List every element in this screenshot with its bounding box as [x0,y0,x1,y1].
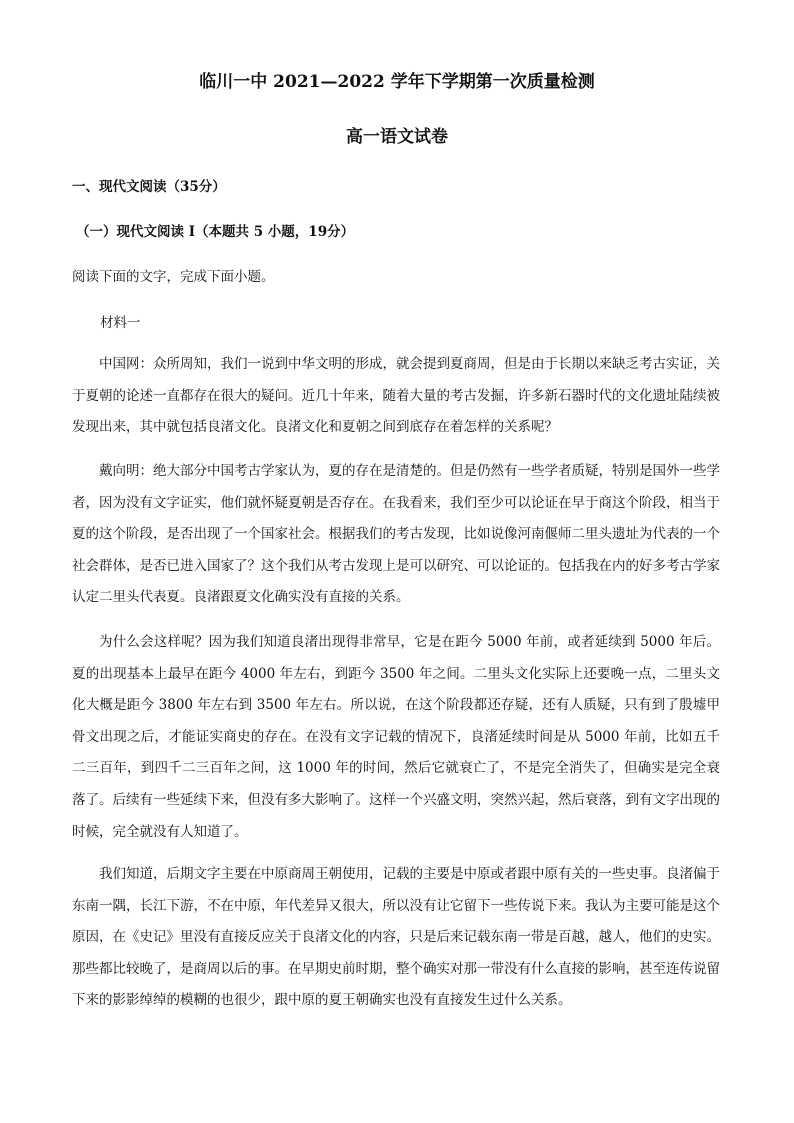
paragraph: 中国网：众所周知，我们一说到中华文明的形成，就会提到夏商周，但是由于长期以来缺乏考古实证，关于夏朝的论述一直都存在很大的疑问。近几十年来，随着大量的考古发掘，许多新石器时代的文化遗址陆续被发现出来，其中就包括良渚文化。良渚文化和夏朝之间到底存在着怎样的关系呢？ [72,356,720,436]
material-label: 材料一 [100,315,141,331]
instruction-text: 阅读下面的文字，完成下面小题。 [72,269,275,285]
paragraph: 为什么会这样呢？因为我们知道良渚出现得非常早，它是在距今 5000 年前，或者延续到 5000 年后。夏的出现基本上最早在距今 4000 年左右，到距今 3500 年之间。二里头文化实际上还要晚一点，二里头文化大概是距今 3800 年左右到 3500 年左右。所以说，在这个阶段都还存疑，还有人质疑，只有到了殷墟甲骨文出现之后，才能证实商史的存在。在没有文字记载的情况下，良渚延续时间是从 5000 年前，比如五千二三百年，到四千二三百年之间，这 1000 年的时间，然后它就衰亡了，不是完全消失了，但确实是完全衰落了。后续有一些延续下来，但没有多大影响了。这样一个兴盛文明，突然兴起，然后衰落，到有文字出现的时候，完全就没有人知道了。 [72,634,720,840]
paragraph: 我们知道，后期文字主要在中原商周王朝使用，记载的主要是中原或者跟中原有关的一些史事。良渚偏于东南一隅，长江下游，不在中原，年代差异又很大，所以没有让它留下一些传说下来。我认为主要可能是这个原因，在《史记》里没有直接反应关于良渚文化的内容，只是后来记载东南一带是百越，越人，他们的史实。那些都比较晚了，是商周以后的事。在早期史前时期，整个确实对那一带没有什么直接的影响，甚至连传说留下来的影影绰绰的模糊的也很少，跟中原的夏王朝确实也没有直接发生过什么关系。 [72,866,720,1009]
exam-title: 临川一中 2021—2022 学年下学期第一次质量检测 [199,72,595,92]
exam-subtitle: 高一语文试卷 [346,127,448,147]
paragraph: 戴向明：绝大部分中国考古学家认为，夏的存在是清楚的。但是仍然有一些学者质疑，特别是国外一些学者，因为没有文字证实，他们就怀疑夏朝是否存在。在我看来，我们至少可以论证在早于商这个阶段，相当于夏的这个阶段，是否出现了一个国家社会。根据我们的考古发现，比如说像河南偃师二里头遗址为代表的一个社会群体，是否已进入国家了？这个我们从考古发现上是可以研究、可以论证的。包括我在内的好多考古学家认定二里头代表夏。良渚跟夏文化确实没有直接的关系。 [72,463,720,606]
section-heading: 一、现代文阅读（35分） [72,179,226,195]
subsection-heading: （一）现代文阅读 I（本题共 5 小题，19分） [76,224,355,240]
